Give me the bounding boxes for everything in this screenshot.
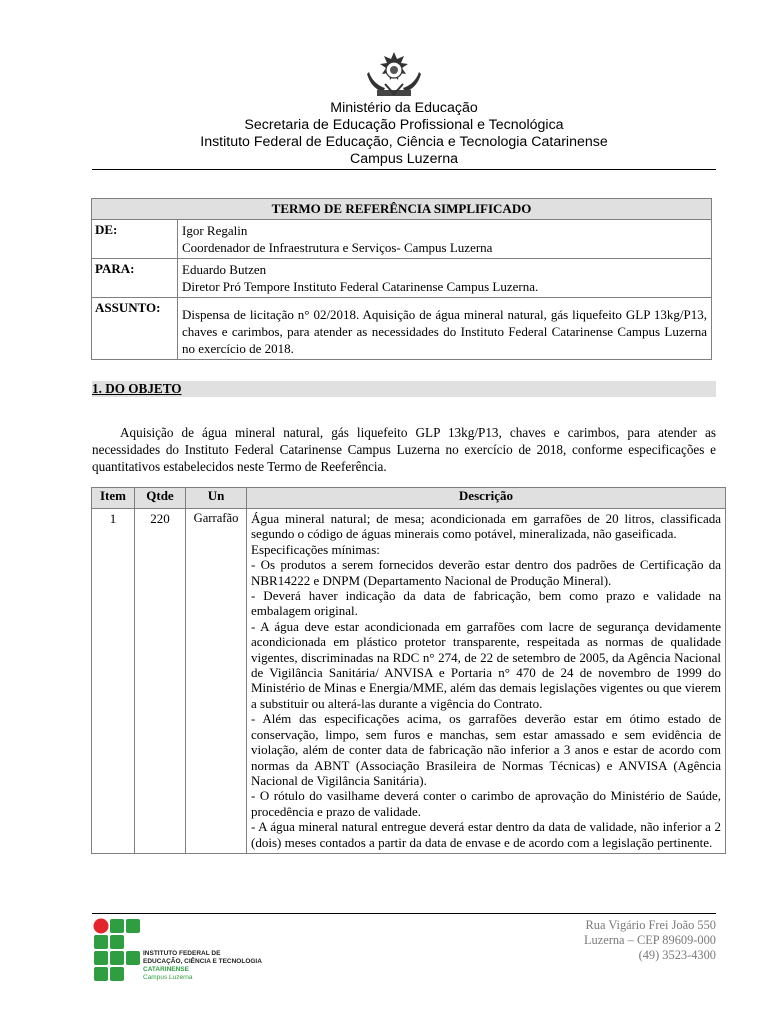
desc-line: - A água deve estar acondicionada em garrafões com lacre de segurança devidamente acondicionada em plástico protetor transparente, respeitada as normas de qualidade vigentes, discriminadas na RDC n° 274, de 22 de setembro de 2005, da Agência Nacional de Vigilância Sanitária/ ANVISA e Portaria n° 470 de 24 de novembro de 1999 do Ministério de Minas e Energia/MME, além das demais legislações vigentes ou que vierem a substituir ou alterá-las durante a vigência do Contrato.	[251, 618, 721, 711]
para-label: PARA:	[92, 259, 178, 298]
item-description	[247, 509, 726, 854]
logo-line: INSTITUTO FEDERAL DE	[143, 950, 221, 957]
desc-line: - Além das especificações acima, os garrafões deverão estar em ótimo estado de conservação, limpo, sem furos e manchas, sem estar amassado e sem evidência de violação, além de conter data de fabricação não inferior a 3 anos e estar de acordo com normas da ABNT (Associação Brasileira de Normas Técnicas) e ANVISA (Agência Nacional de Vigilância Sanitária).	[251, 711, 721, 788]
de-role: Coordenador de Infraestrutura e Serviços- Campus Luzerna	[182, 240, 493, 255]
col-item-header: Item	[92, 488, 135, 509]
footer-address	[584, 918, 716, 963]
if-logo-icon	[93, 918, 141, 982]
col-un-header: Un	[186, 488, 247, 509]
desc-line: Água mineral natural; de mesa; acondicionada em garrafões de 20 litros, classificada segundo o código de águas minerais como potável, mineralizada, não gaseificada.	[251, 511, 721, 542]
de-name: Igor Regalin	[182, 223, 248, 238]
section-paragraph: Aquisição de água mineral natural, gás liquefeito GLP 13kg/P13, chaves e carimbos, para atender as necessidades do Instituto Federal Catarinense Campus Luzerna no exercício de 2018, conforme especificações e quantitativos estabelecidos neste Termo de Reeferência.	[92, 425, 716, 474]
summary-table	[91, 198, 712, 360]
logo-line: EDUCAÇÃO, CIÊNCIA E TECNOLOGIA	[143, 958, 262, 965]
para-role: Diretor Pró Tempore Instituto Federal Catarinense Campus Luzerna.	[182, 279, 539, 294]
item-number: 1	[92, 509, 135, 854]
desc-line: Especificações mínimas:	[251, 541, 380, 557]
section-heading-text: 1. DO OBJETO	[92, 381, 182, 396]
section-heading	[92, 381, 716, 397]
desc-line: - Deverá haver indicação da data de fabricação, bem como prazo e validade na embalagem original.	[251, 588, 721, 619]
desc-line: - O rótulo do vasilhame deverá conter o carimbo de aprovação do Ministério de Saúde, procedência e prazo de validade.	[251, 788, 721, 819]
summary-row-assunto	[92, 298, 712, 360]
item-unit: Garrafão	[186, 509, 247, 854]
col-qtde-header: Qtde	[135, 488, 186, 509]
assunto-value: Dispensa de licitação n° 02/2018. Aquisição de água mineral natural, gás liquefeito GLP 13kg/P13, chaves e carimbos, para atender as necessidades do Instituto Federal Catarinense Campus Luzerna no exercício de 2018.	[178, 298, 712, 360]
desc-line: - A água mineral natural entregue deverá estar dentro da data de validade, não inferior a 2 (dois) meses contados a partir da data de envase e de acordo com a legislação pertinente.	[251, 819, 721, 850]
para-name: Eduardo Butzen	[182, 262, 267, 277]
items-table	[91, 487, 726, 854]
summary-row-para	[92, 259, 712, 298]
coat-of-arms-icon	[363, 50, 425, 100]
col-desc-header: Descrição	[247, 488, 726, 509]
logo-line: CATARINENSE	[143, 966, 189, 973]
summary-row-de	[92, 220, 712, 259]
de-value	[178, 220, 712, 259]
header-divider	[92, 169, 716, 170]
document-title: TERMO DE REFERÊNCIA SIMPLIFICADO	[92, 199, 712, 220]
header-campus: Campus Luzerna	[349, 151, 459, 167]
logo-campus: Campus Luzerna	[143, 974, 193, 981]
footer-divider	[92, 913, 716, 914]
para-value	[178, 259, 712, 298]
header-ministry: Ministério da Educação	[330, 100, 478, 116]
address-city: Luzerna – CEP 89609-000	[583, 933, 716, 947]
item-quantity: 220	[135, 509, 186, 854]
assunto-label: ASSUNTO:	[92, 298, 178, 360]
desc-line: - Os produtos a serem fornecidos deverão estar dentro dos padrões de Certificação da NBR14222 e DNPM (Departamento Nacional de Produção Mineral).	[251, 557, 721, 588]
address-phone: (49) 3523-4300	[638, 948, 716, 962]
table-row	[92, 509, 726, 854]
items-header-row	[92, 488, 726, 509]
logo-wordmark	[143, 950, 262, 982]
de-label: DE:	[92, 220, 178, 259]
header-secretariat: Secretaria de Educação Profissional e Tecnológica	[244, 117, 564, 133]
address-street: Rua Vigário Frei João 550	[585, 918, 716, 932]
header-institute: Instituto Federal de Educação, Ciência e Tecnologia Catarinense	[200, 134, 608, 150]
